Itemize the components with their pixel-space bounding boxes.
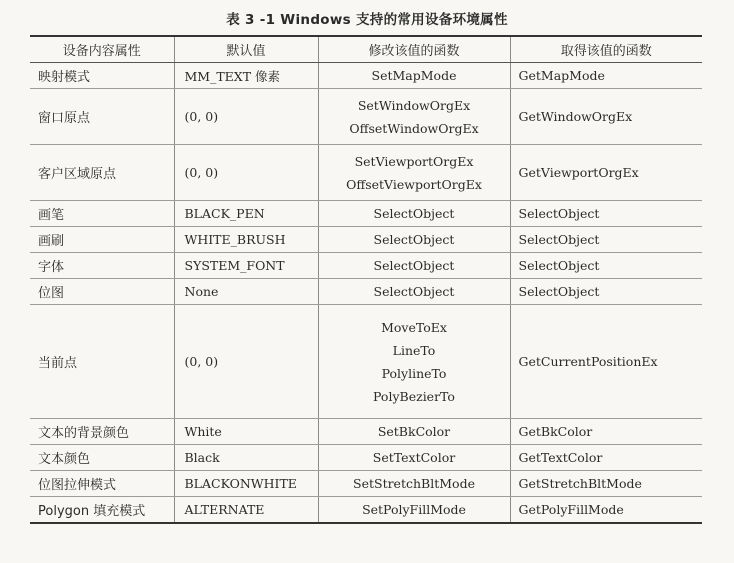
cell-attribute: 画笔	[30, 201, 174, 227]
cell-attribute: 画刷	[30, 227, 174, 253]
cell-set-functions	[318, 253, 510, 279]
cell-default-value: (0, 0)	[174, 145, 318, 201]
set-function-name: OffsetWindowOrgEx	[349, 120, 479, 136]
cell-default-value: WHITE_BRUSH	[174, 227, 318, 253]
cell-default-value: SYSTEM_FONT	[174, 253, 318, 279]
table-row	[30, 253, 702, 279]
cell-default-value: BLACKONWHITE	[174, 471, 318, 497]
cell-attribute: 文本颜色	[30, 445, 174, 471]
table-caption: 表 3 -1 Windows 支持的常用设备环境属性	[226, 12, 508, 28]
cell-set-functions	[318, 145, 510, 201]
cell-attribute: 位图	[30, 279, 174, 305]
set-function-name: PolyBezierTo	[373, 388, 455, 404]
column-header-get-function: 取得该值的函数	[510, 36, 702, 63]
table-row	[30, 419, 702, 445]
cell-attribute: 字体	[30, 253, 174, 279]
set-function-name: SelectObject	[373, 258, 455, 273]
cell-set-functions	[318, 201, 510, 227]
set-function-name: SelectObject	[373, 206, 455, 221]
cell-attribute: 客户区域原点	[30, 145, 174, 201]
table-row	[30, 227, 702, 253]
table-body	[30, 63, 702, 524]
set-function-name: PolylineTo	[381, 365, 447, 381]
cell-attribute: Polygon 填充模式	[30, 497, 174, 524]
cell-default-value: White	[174, 419, 318, 445]
cell-get-function: GetViewportOrgEx	[510, 145, 702, 201]
set-function-name: SetWindowOrgEx	[357, 97, 471, 113]
table-row	[30, 471, 702, 497]
table-row	[30, 497, 702, 524]
cell-attribute: 位图拉伸模式	[30, 471, 174, 497]
header-row	[30, 36, 702, 63]
set-function-name: SetPolyFillMode	[362, 502, 466, 517]
cell-set-functions	[318, 63, 510, 89]
cell-default-value: (0, 0)	[174, 89, 318, 145]
cell-attribute: 映射模式	[30, 63, 174, 89]
cell-default-value: Black	[174, 445, 318, 471]
cell-get-function: SelectObject	[510, 201, 702, 227]
cell-set-functions	[318, 227, 510, 253]
table-row	[30, 145, 702, 201]
cell-default-value: BLACK_PEN	[174, 201, 318, 227]
column-header-set-function: 修改该值的函数	[318, 36, 510, 63]
table-row	[30, 201, 702, 227]
cell-set-functions	[318, 279, 510, 305]
set-function-name: SelectObject	[373, 232, 455, 247]
table-row	[30, 279, 702, 305]
cell-get-function: GetBkColor	[510, 419, 702, 445]
column-header-attribute: 设备内容属性	[30, 36, 174, 63]
cell-get-function: SelectObject	[510, 253, 702, 279]
cell-set-functions	[318, 305, 510, 419]
set-function-name: SetBkColor	[377, 424, 451, 439]
set-function-name: SetMapMode	[371, 68, 457, 83]
set-function-name: SetTextColor	[372, 450, 456, 465]
cell-set-functions	[318, 497, 510, 524]
table-row	[30, 89, 702, 145]
cell-get-function: GetStretchBltMode	[510, 471, 702, 497]
cell-set-functions	[318, 445, 510, 471]
set-function-name: SetViewportOrgEx	[354, 153, 474, 169]
cell-get-function: GetMapMode	[510, 63, 702, 89]
cell-set-functions	[318, 471, 510, 497]
cell-set-functions	[318, 419, 510, 445]
set-function-name: MoveToEx	[381, 319, 447, 335]
cell-get-function: GetCurrentPositionEx	[510, 305, 702, 419]
set-function-name: LineTo	[392, 342, 436, 358]
table-row	[30, 63, 702, 89]
device-context-attributes-table	[30, 35, 702, 524]
cell-default-value: (0, 0)	[174, 305, 318, 419]
cell-attribute: 窗口原点	[30, 89, 174, 145]
table-row	[30, 305, 702, 419]
cell-set-functions	[318, 89, 510, 145]
set-function-name: SetStretchBltMode	[353, 476, 475, 491]
cell-get-function: SelectObject	[510, 279, 702, 305]
set-function-name: OffsetViewportOrgEx	[346, 176, 482, 192]
cell-get-function: GetTextColor	[510, 445, 702, 471]
cell-default-value: ALTERNATE	[174, 497, 318, 524]
cell-get-function: GetWindowOrgEx	[510, 89, 702, 145]
column-header-default: 默认值	[174, 36, 318, 63]
set-function-name: SelectObject	[373, 284, 455, 299]
cell-default-value: MM_TEXT 像素	[174, 63, 318, 89]
cell-get-function: SelectObject	[510, 227, 702, 253]
table-row	[30, 445, 702, 471]
cell-default-value: None	[174, 279, 318, 305]
cell-get-function: GetPolyFillMode	[510, 497, 702, 524]
cell-attribute: 当前点	[30, 305, 174, 419]
cell-attribute: 文本的背景颜色	[30, 419, 174, 445]
